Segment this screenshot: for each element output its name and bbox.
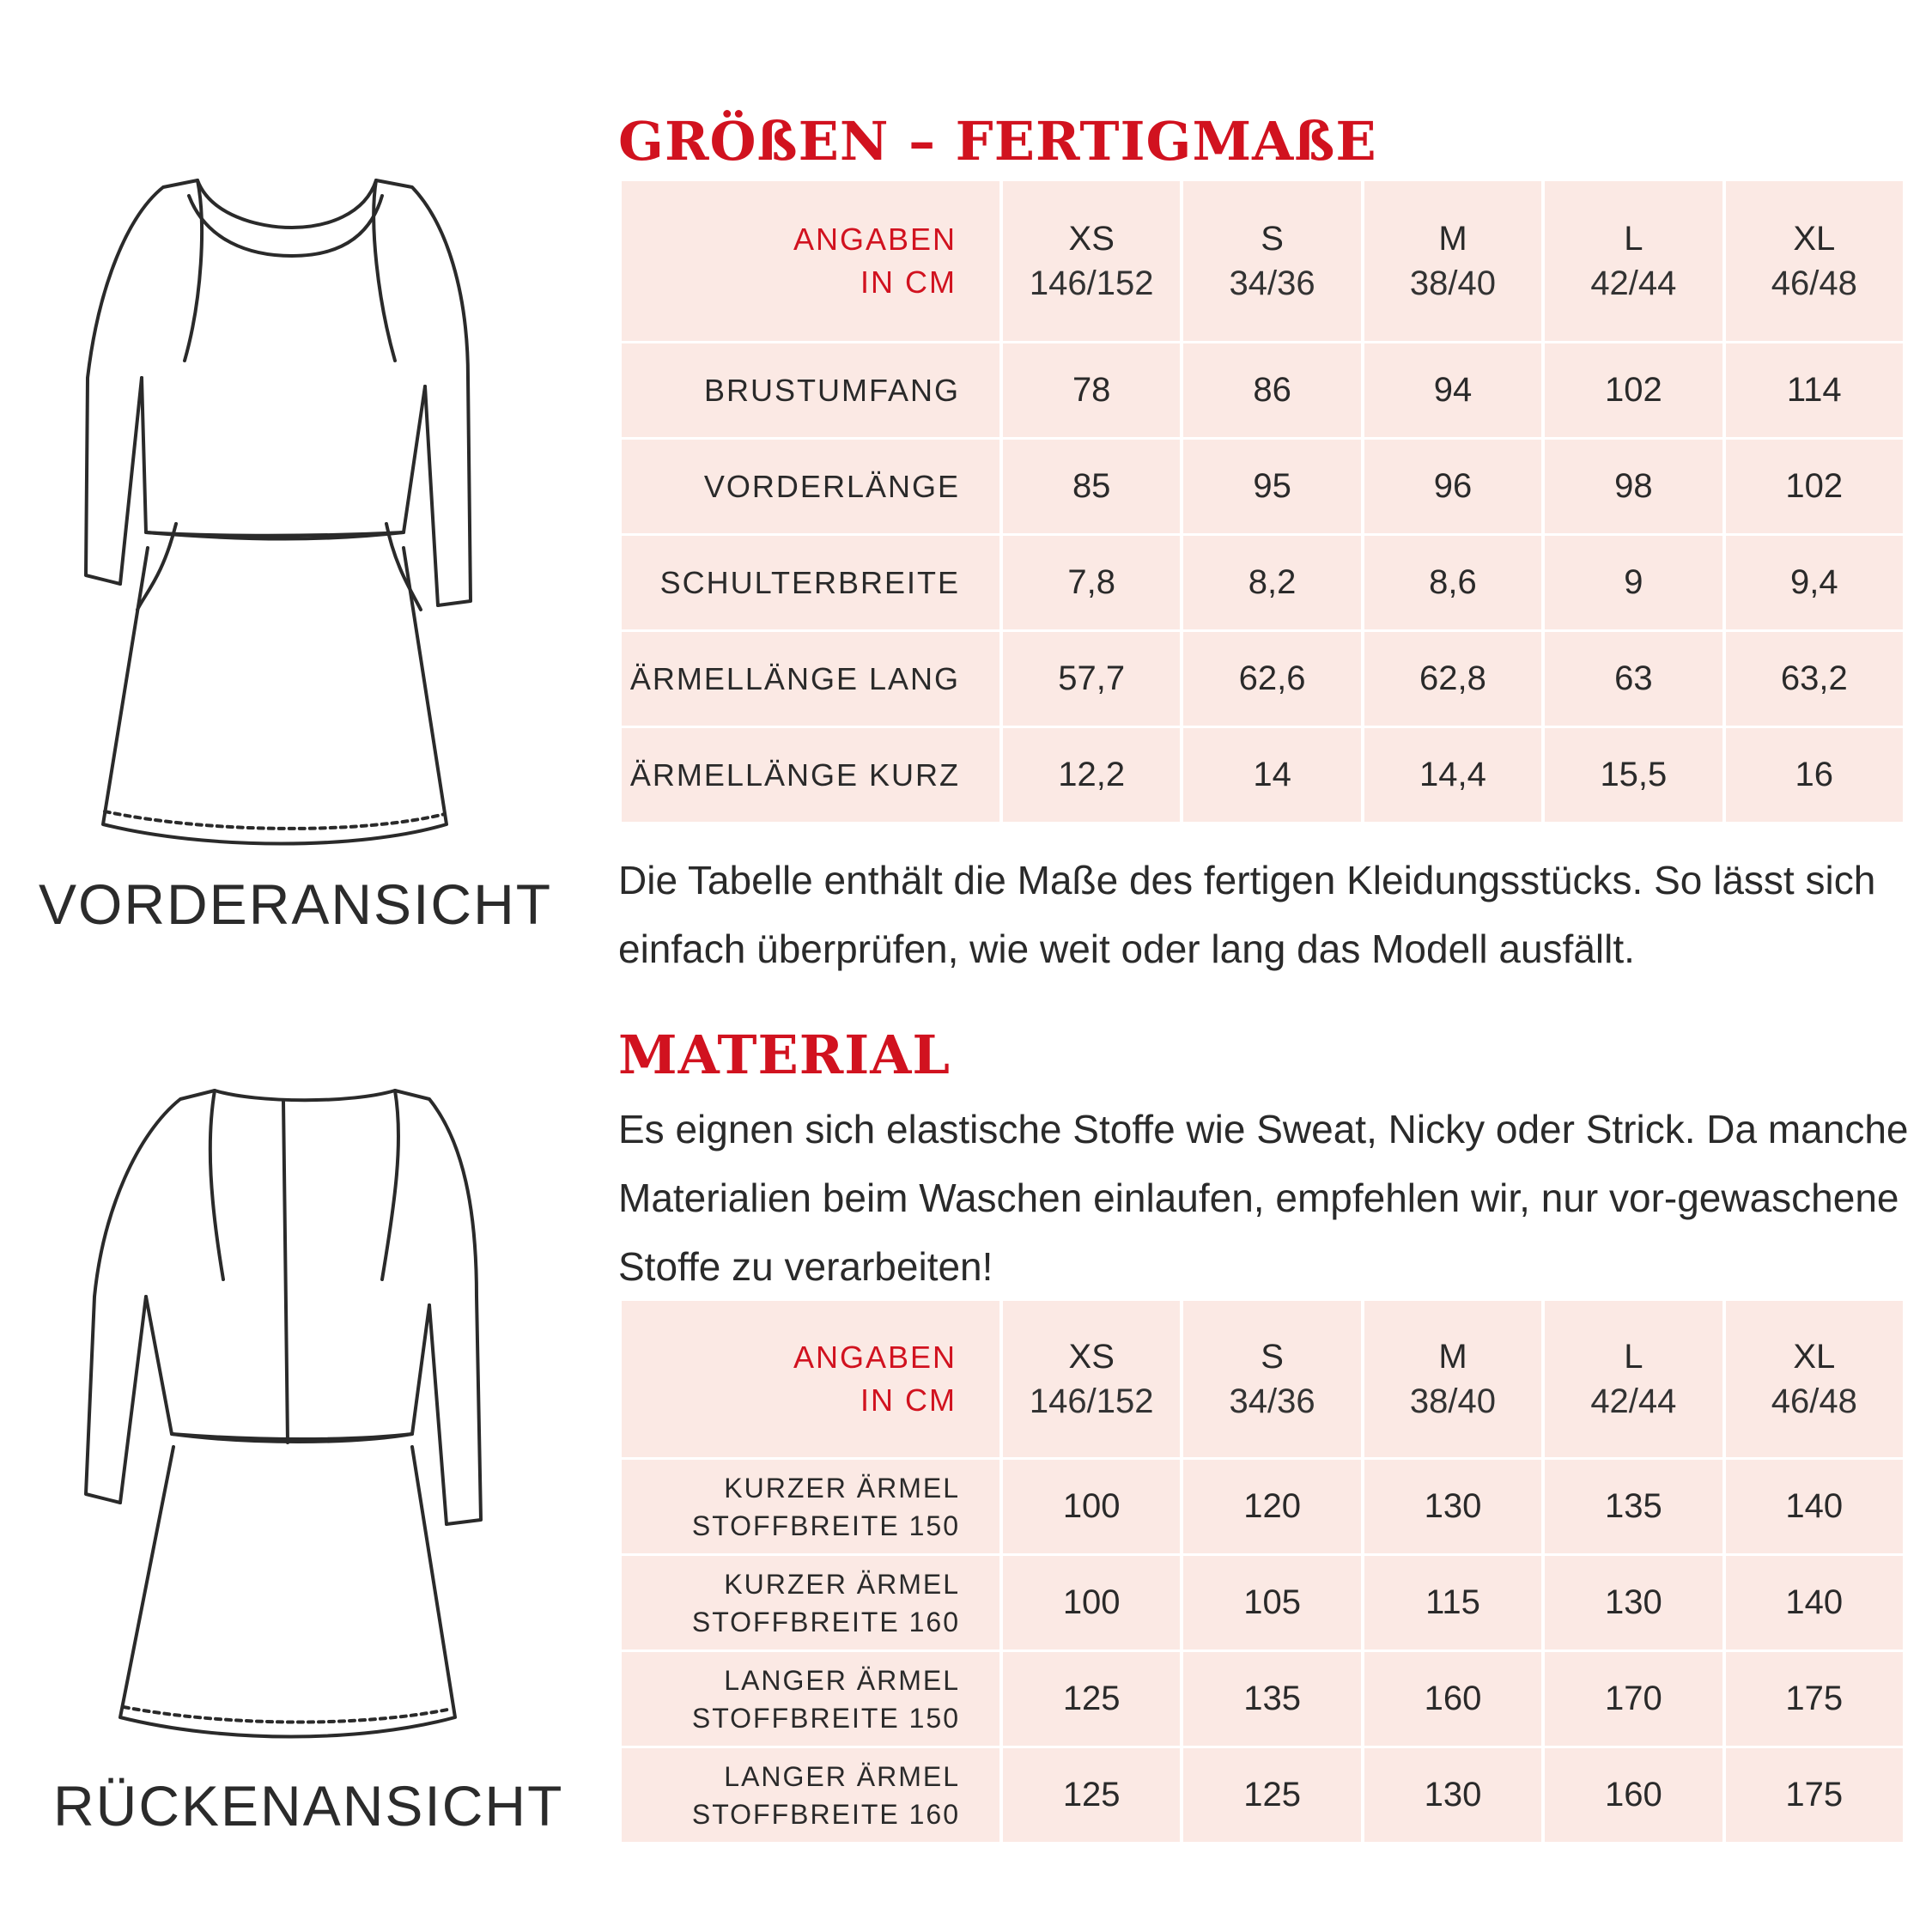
size-header-s — [1183, 181, 1360, 341]
size-header-s — [1183, 1301, 1360, 1457]
table-cell: 15,5 — [1545, 728, 1722, 822]
size-header-xs — [1003, 181, 1180, 341]
row-label: BRUSTUMFANG — [622, 343, 999, 437]
table-row — [622, 440, 1903, 533]
table-row — [622, 1460, 1903, 1553]
size-header-xl — [1726, 181, 1903, 341]
table-cell: 14 — [1183, 728, 1360, 822]
row-label-line2: STOFFBREITE 160 — [691, 1606, 960, 1637]
table-row — [622, 1556, 1903, 1649]
row-label-line1: KURZER ÄRMEL — [724, 1472, 960, 1504]
table-cell: 12,2 — [1003, 728, 1180, 822]
table-cell: 98 — [1545, 440, 1722, 533]
back-view-label: RÜCKENANSICHT — [53, 1774, 564, 1838]
size-range: 34/36 — [1229, 1382, 1315, 1420]
table-cell: 125 — [1003, 1748, 1180, 1842]
table-cell: 9 — [1545, 536, 1722, 629]
dress-back-sketch — [52, 1073, 498, 1760]
table-cell: 96 — [1364, 440, 1541, 533]
table-cell: 120 — [1183, 1460, 1360, 1553]
front-view-label: VORDERANSICHT — [39, 872, 553, 936]
table-cell: 86 — [1183, 343, 1360, 437]
size-code: XS — [1068, 220, 1115, 258]
size-header-m — [1364, 1301, 1541, 1457]
size-code: XS — [1068, 1338, 1115, 1376]
row-label-line1: LANGER ÄRMEL — [724, 1664, 960, 1696]
row-label-line1: LANGER ÄRMEL — [724, 1760, 960, 1792]
size-code: L — [1624, 1338, 1643, 1376]
unit-label — [622, 181, 999, 341]
table-cell: 130 — [1364, 1460, 1541, 1553]
table-cell: 57,7 — [1003, 632, 1180, 726]
row-label: SCHULTERBREITE — [622, 536, 999, 629]
finished-measurements-table — [618, 179, 1906, 824]
size-range: 38/40 — [1409, 264, 1497, 302]
row-label-line2: STOFFBREITE 160 — [691, 1798, 960, 1830]
size-range: 46/48 — [1771, 1382, 1857, 1420]
material-text: Es eignen sich elastische Stoffe wie Sweat, Nicky oder Strick. Da manche Materialien beim Waschen einlaufen, empfehlen wir, nur vor-gewaschene Stoffe zu verarbeiten! — [618, 1107, 1909, 1289]
table-cell: 7,8 — [1003, 536, 1180, 629]
table-header-row — [622, 181, 1903, 341]
size-code: S — [1261, 220, 1284, 258]
unit-label — [622, 1301, 999, 1457]
table-cell: 140 — [1726, 1460, 1903, 1553]
table-row — [622, 728, 1903, 822]
table-cell: 135 — [1545, 1460, 1722, 1553]
row-label — [622, 1460, 999, 1553]
table-cell: 62,8 — [1364, 632, 1541, 726]
table-cell: 115 — [1364, 1556, 1541, 1649]
size-code: M — [1438, 1338, 1467, 1376]
row-label-line2: STOFFBREITE 150 — [691, 1510, 960, 1541]
row-label — [622, 1652, 999, 1746]
table-cell: 130 — [1545, 1556, 1722, 1649]
table-cell: 114 — [1726, 343, 1903, 437]
table-cell: 100 — [1003, 1460, 1180, 1553]
size-code: S — [1261, 1338, 1284, 1376]
size-header-xl — [1726, 1301, 1903, 1457]
table-cell: 135 — [1183, 1652, 1360, 1746]
table-cell: 140 — [1726, 1556, 1903, 1649]
table-cell: 130 — [1364, 1748, 1541, 1842]
row-label: ÄRMELLÄNGE LANG — [622, 632, 999, 726]
table-cell: 8,6 — [1364, 536, 1541, 629]
size-code: M — [1438, 220, 1467, 258]
table-cell: 8,2 — [1183, 536, 1360, 629]
size-range: 146/152 — [1029, 264, 1154, 302]
row-label — [622, 1556, 999, 1649]
size-range: 42/44 — [1590, 1382, 1677, 1420]
material-heading: MATERIAL — [618, 1024, 951, 1086]
table-cell: 94 — [1364, 343, 1541, 437]
size-header-xs — [1003, 1301, 1180, 1457]
row-label: VORDERLÄNGE — [622, 440, 999, 533]
table-cell: 102 — [1726, 440, 1903, 533]
size-range: 34/36 — [1229, 264, 1315, 302]
size-header-l — [1545, 1301, 1722, 1457]
table-row — [622, 1652, 1903, 1746]
unit-label-line2: IN CM — [860, 1382, 957, 1418]
row-label — [622, 1748, 999, 1842]
table-cell: 102 — [1545, 343, 1722, 437]
table-cell: 9,4 — [1726, 536, 1903, 629]
unit-label-line1: ANGABEN — [793, 222, 957, 257]
table-row — [622, 536, 1903, 629]
table-cell: 16 — [1726, 728, 1903, 822]
table-cell: 78 — [1003, 343, 1180, 437]
size-header-l — [1545, 181, 1722, 341]
size-code: L — [1624, 220, 1643, 258]
table-cell: 14,4 — [1364, 728, 1541, 822]
table-cell: 105 — [1183, 1556, 1360, 1649]
table-cell: 170 — [1545, 1652, 1722, 1746]
table-cell: 100 — [1003, 1556, 1180, 1649]
row-label-line2: STOFFBREITE 150 — [691, 1702, 960, 1734]
size-range: 46/48 — [1771, 264, 1857, 302]
size-range: 42/44 — [1590, 264, 1677, 302]
table-cell: 62,6 — [1183, 632, 1360, 726]
unit-label-line1: ANGABEN — [793, 1340, 957, 1375]
fabric-requirements-table — [618, 1298, 1906, 1844]
table-cell: 95 — [1183, 440, 1360, 533]
table-cell: 125 — [1183, 1748, 1360, 1842]
table-cell: 63 — [1545, 632, 1722, 726]
table-cell: 125 — [1003, 1652, 1180, 1746]
unit-label-line2: IN CM — [860, 264, 957, 300]
table-cell: 175 — [1726, 1652, 1903, 1746]
table-cell: 63,2 — [1726, 632, 1903, 726]
sizes-note: Die Tabelle enthält die Maße des fertigen Kleidungsstücks. So lässt sich einfach überprüfen, wie weit oder lang das Modell ausfällt. — [618, 858, 1876, 971]
size-header-m — [1364, 181, 1541, 341]
table-cell: 175 — [1726, 1748, 1903, 1842]
table-row — [622, 1748, 1903, 1842]
dress-front-sketch — [34, 163, 498, 867]
table-cell: 160 — [1545, 1748, 1722, 1842]
table-row — [622, 343, 1903, 437]
table-header-row — [622, 1301, 1903, 1457]
table-cell: 85 — [1003, 440, 1180, 533]
size-range: 146/152 — [1029, 1382, 1154, 1420]
size-code: XL — [1793, 1338, 1836, 1376]
row-label: ÄRMELLÄNGE KURZ — [622, 728, 999, 822]
size-code: XL — [1793, 220, 1836, 258]
table-row — [622, 632, 1903, 726]
size-range: 38/40 — [1409, 1382, 1497, 1420]
row-label-line1: KURZER ÄRMEL — [724, 1568, 960, 1600]
table-cell: 160 — [1364, 1652, 1541, 1746]
sizes-heading: GRÖßEN – FERTIGMAßE — [618, 110, 1377, 173]
